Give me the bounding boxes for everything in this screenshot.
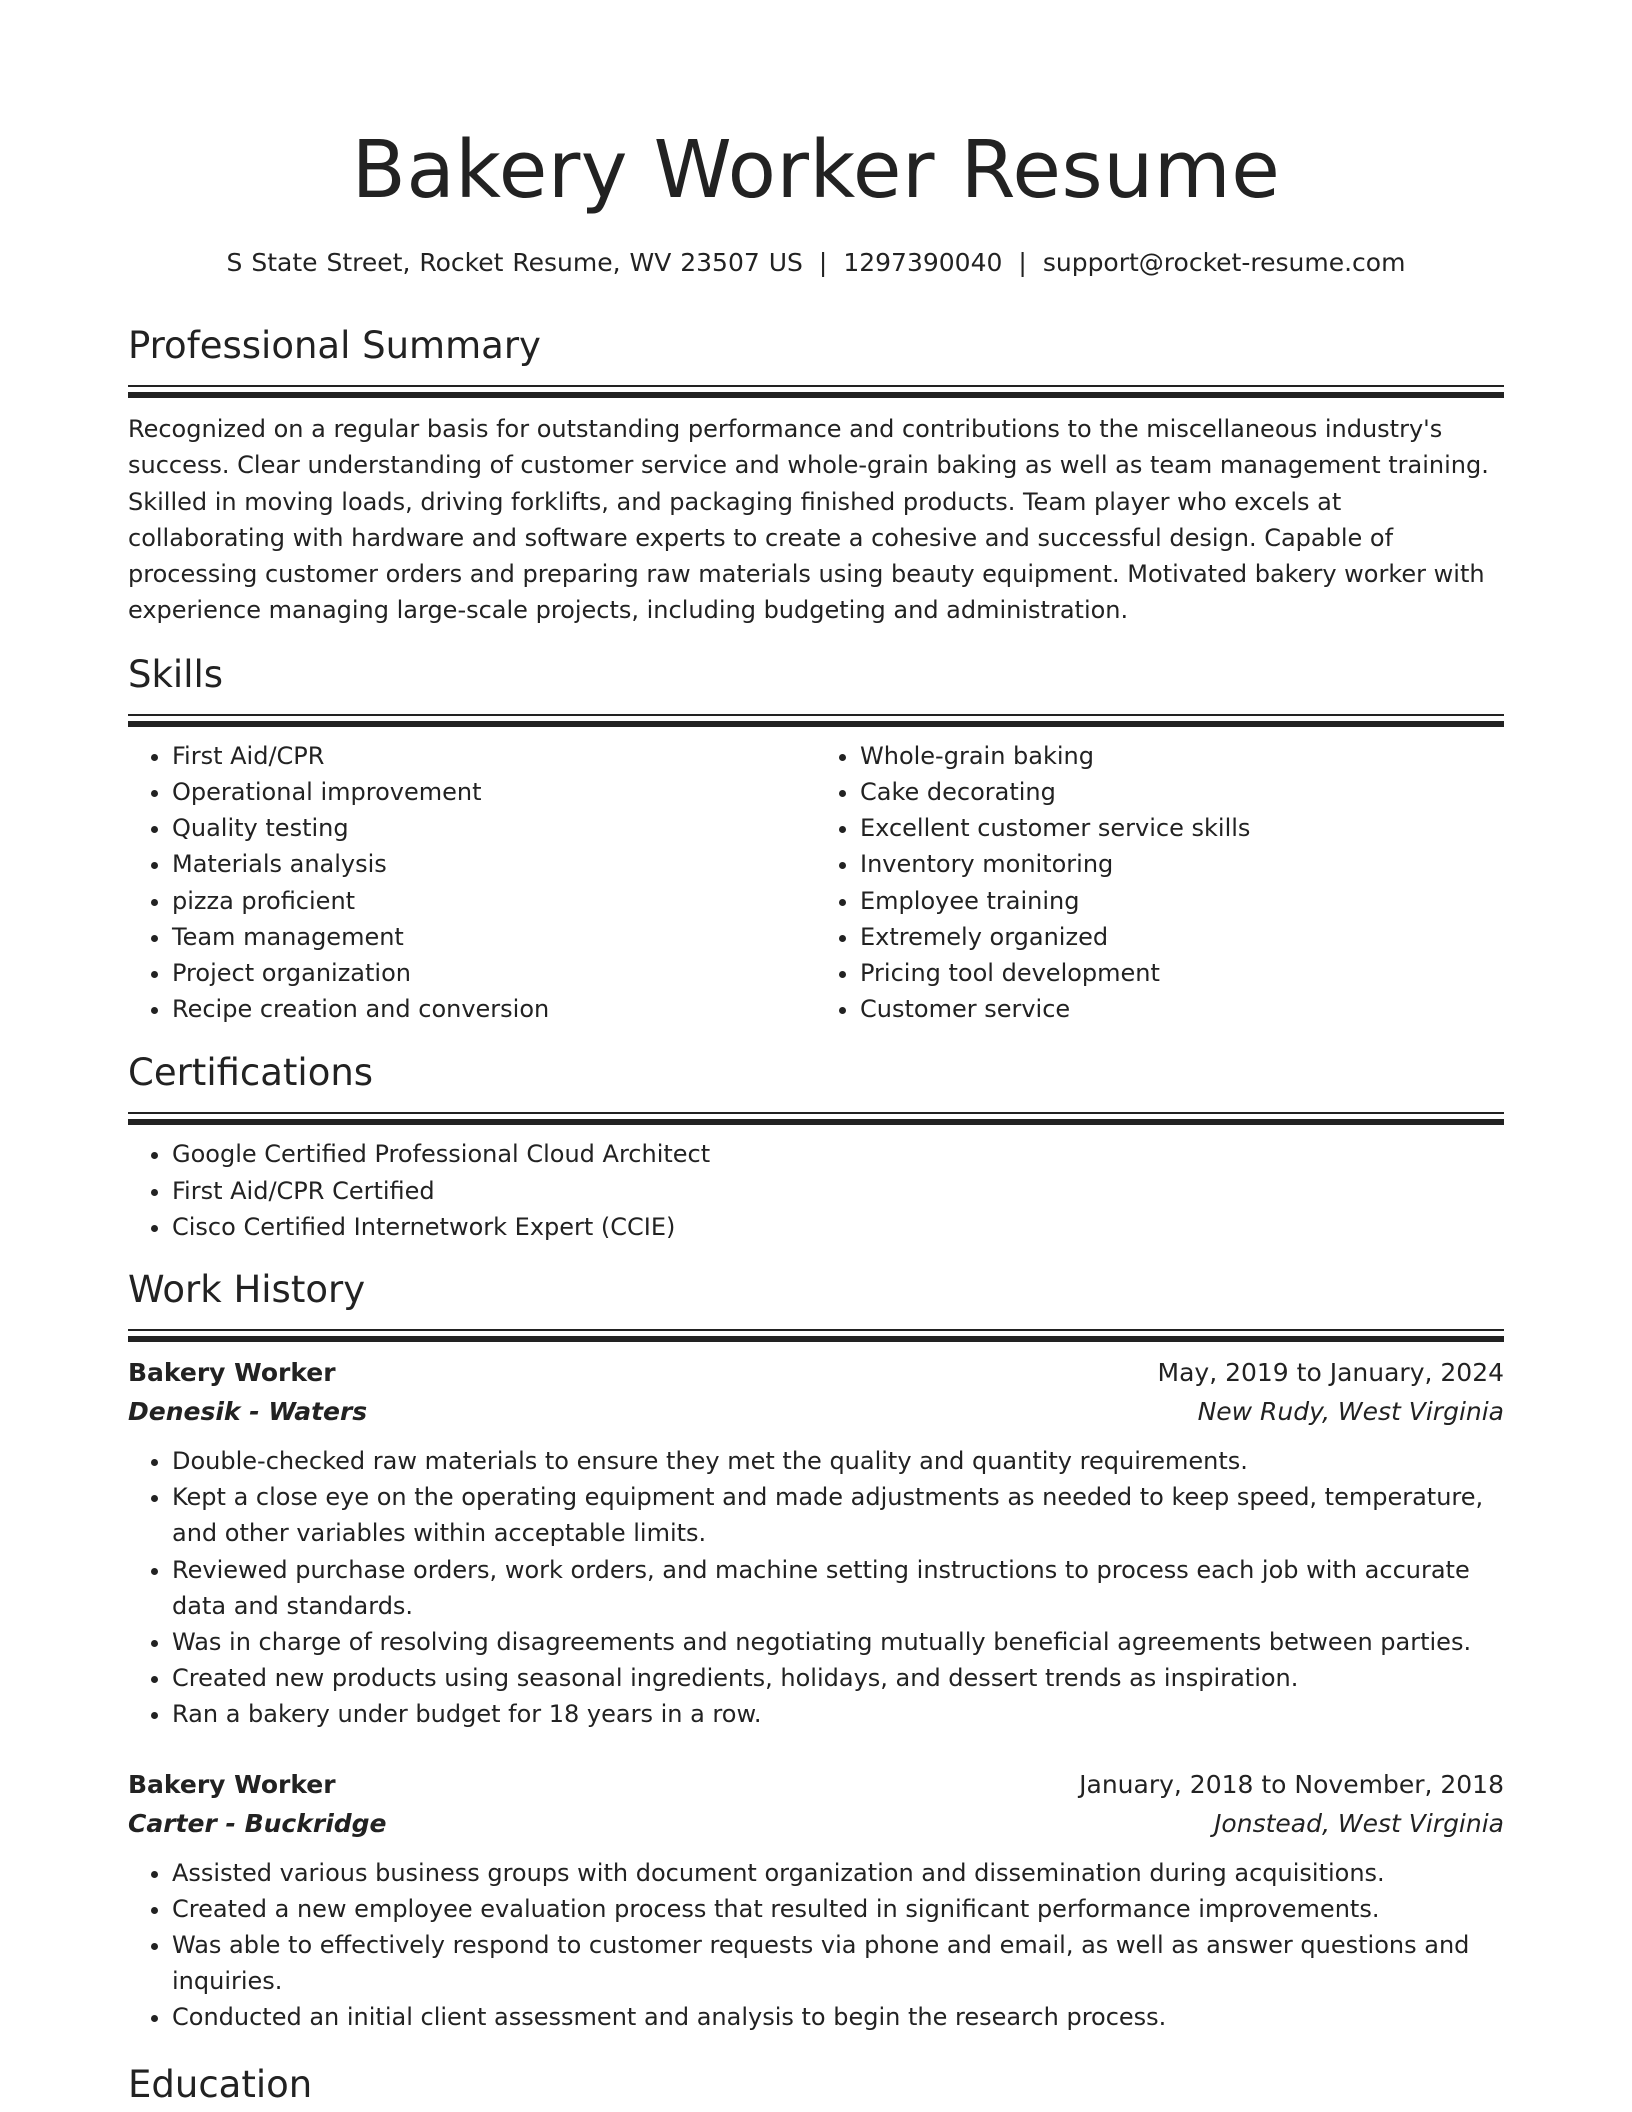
contact-separator: | — [1018, 248, 1027, 277]
job-entry — [128, 1353, 1504, 1733]
section-divider — [128, 1112, 1504, 1124]
job-subheader — [128, 1804, 1504, 1843]
job-bullet: • Kept a close eye on the operating equipment and made adjustments as needed to keep speed, temperature, and other variables within acceptable limits. — [172, 1479, 1504, 1551]
skills-list-left — [128, 738, 816, 1028]
work-history-section — [128, 1265, 1504, 2036]
skills-list-right — [816, 738, 1504, 1028]
job-location: New Rudy, West Virginia — [1197, 1397, 1504, 1427]
summary-heading: Professional Summary — [128, 324, 541, 367]
education-section — [128, 2060, 1504, 2110]
summary-section — [128, 321, 1504, 629]
section-divider — [128, 714, 1504, 726]
skills-grid — [128, 738, 1504, 1028]
job-bullet: • Assisted various business groups with document organization and dissemination during acquisitions. — [172, 1855, 1504, 1891]
skill-item: • Pricing tool development — [860, 955, 1504, 991]
job-location: Jonstead, West Virginia — [1214, 1808, 1504, 1838]
skill-item: • Extremely organized — [860, 919, 1504, 955]
summary-text: Recognized on a regular basis for outstanding performance and contributions to the miscellaneous industry's success. Clear understanding of customer service and whole-grain baking as well as team management training. Skilled in moving loads, driving forklifts, and packaging finished products. Team player who excels at collaborating with hardware and software experts to create a cohesive and successful design. Capable of processing customer orders and preparing raw materials using beauty equipment. Motivated bakery worker with experience managing large-scale projects, including budgeting and administration. — [128, 415, 1489, 625]
job-bullet: • Created a new employee evaluation process that resulted in significant performance improvements. — [172, 1891, 1504, 1927]
job-entry — [128, 1765, 1504, 2036]
job-dates: January, 2018 to November, 2018 — [1079, 1769, 1504, 1799]
job-title: Bakery Worker — [128, 1358, 336, 1388]
job-bullet: • Double-checked raw materials to ensure they met the quality and quantity requirements. — [172, 1443, 1504, 1479]
job-company: Carter - Buckridge — [128, 1808, 387, 1838]
job-bullets — [128, 1443, 1504, 1733]
job-header — [128, 1765, 1504, 1804]
certification-item: • Google Certified Professional Cloud Architect — [172, 1136, 1504, 1172]
job-bullet: • Reviewed purchase orders, work orders, and machine setting instructions to process each job with accurate data and standards. — [172, 1552, 1504, 1624]
job-header — [128, 1353, 1504, 1392]
certification-item: • Cisco Certified Internetwork Expert (CCIE) — [172, 1209, 1504, 1245]
skill-item: • Excellent customer service skills — [860, 810, 1504, 846]
skill-item: • Operational improvement — [172, 774, 816, 810]
job-bullet: • Created new products using seasonal ingredients, holidays, and dessert trends as inspiration. — [172, 1660, 1504, 1696]
job-title: Bakery Worker — [128, 1769, 336, 1799]
job-dates: May, 2019 to January, 2024 — [1157, 1358, 1504, 1388]
skill-item: • Employee training — [860, 883, 1504, 919]
job-company: Denesik - Waters — [128, 1397, 368, 1427]
contact-phone: 1297390040 — [843, 248, 1003, 277]
skill-item: • Cake decorating — [860, 774, 1504, 810]
certifications-section — [128, 1048, 1504, 1245]
job-bullet: • Conducted an initial client assessment and analysis to begin the research process. — [172, 1999, 1504, 2035]
education-heading: Education — [128, 2062, 313, 2106]
section-divider — [128, 1329, 1504, 1341]
skill-item: • Customer service — [860, 991, 1504, 1027]
skill-item: • Quality testing — [172, 810, 816, 846]
skill-item: • Inventory monitoring — [860, 846, 1504, 882]
skill-item: • pizza proficient — [172, 883, 816, 919]
job-subheader — [128, 1392, 1504, 1431]
contact-address: S State Street, Rocket Resume, WV 23507 US — [226, 248, 803, 277]
skill-item: • Whole-grain baking — [860, 738, 1504, 774]
skill-item: • First Aid/CPR — [172, 738, 816, 774]
skill-item: • Team management — [172, 919, 816, 955]
contact-email[interactable]: support@rocket-resume.com — [1042, 248, 1406, 277]
certification-item: • First Aid/CPR Certified — [172, 1173, 1504, 1209]
job-bullets — [128, 1855, 1504, 2036]
certifications-heading: Certifications — [128, 1051, 374, 1095]
job-bullet: • Was able to effectively respond to customer requests via phone and email, as well as answer questions and inquiries. — [172, 1927, 1504, 1999]
job-bullet: • Was in charge of resolving disagreements and negotiating mutually beneficial agreements between parties. — [172, 1624, 1504, 1660]
resume-title: Bakery Worker Resume — [351, 124, 1281, 216]
section-divider — [128, 385, 1504, 397]
skills-heading: Skills — [128, 652, 224, 696]
work-history-heading: Work History — [128, 1268, 366, 1312]
certifications-list — [128, 1136, 1504, 1245]
skill-item: • Recipe creation and conversion — [172, 991, 816, 1027]
contact-separator: | — [818, 248, 828, 277]
skills-section — [128, 650, 1504, 1028]
contact-line — [128, 246, 1504, 280]
skill-item: • Materials analysis — [172, 846, 816, 882]
skill-item: • Project organization — [172, 955, 816, 991]
job-bullet: • Ran a bakery under budget for 18 years in a row. — [172, 1696, 1504, 1732]
